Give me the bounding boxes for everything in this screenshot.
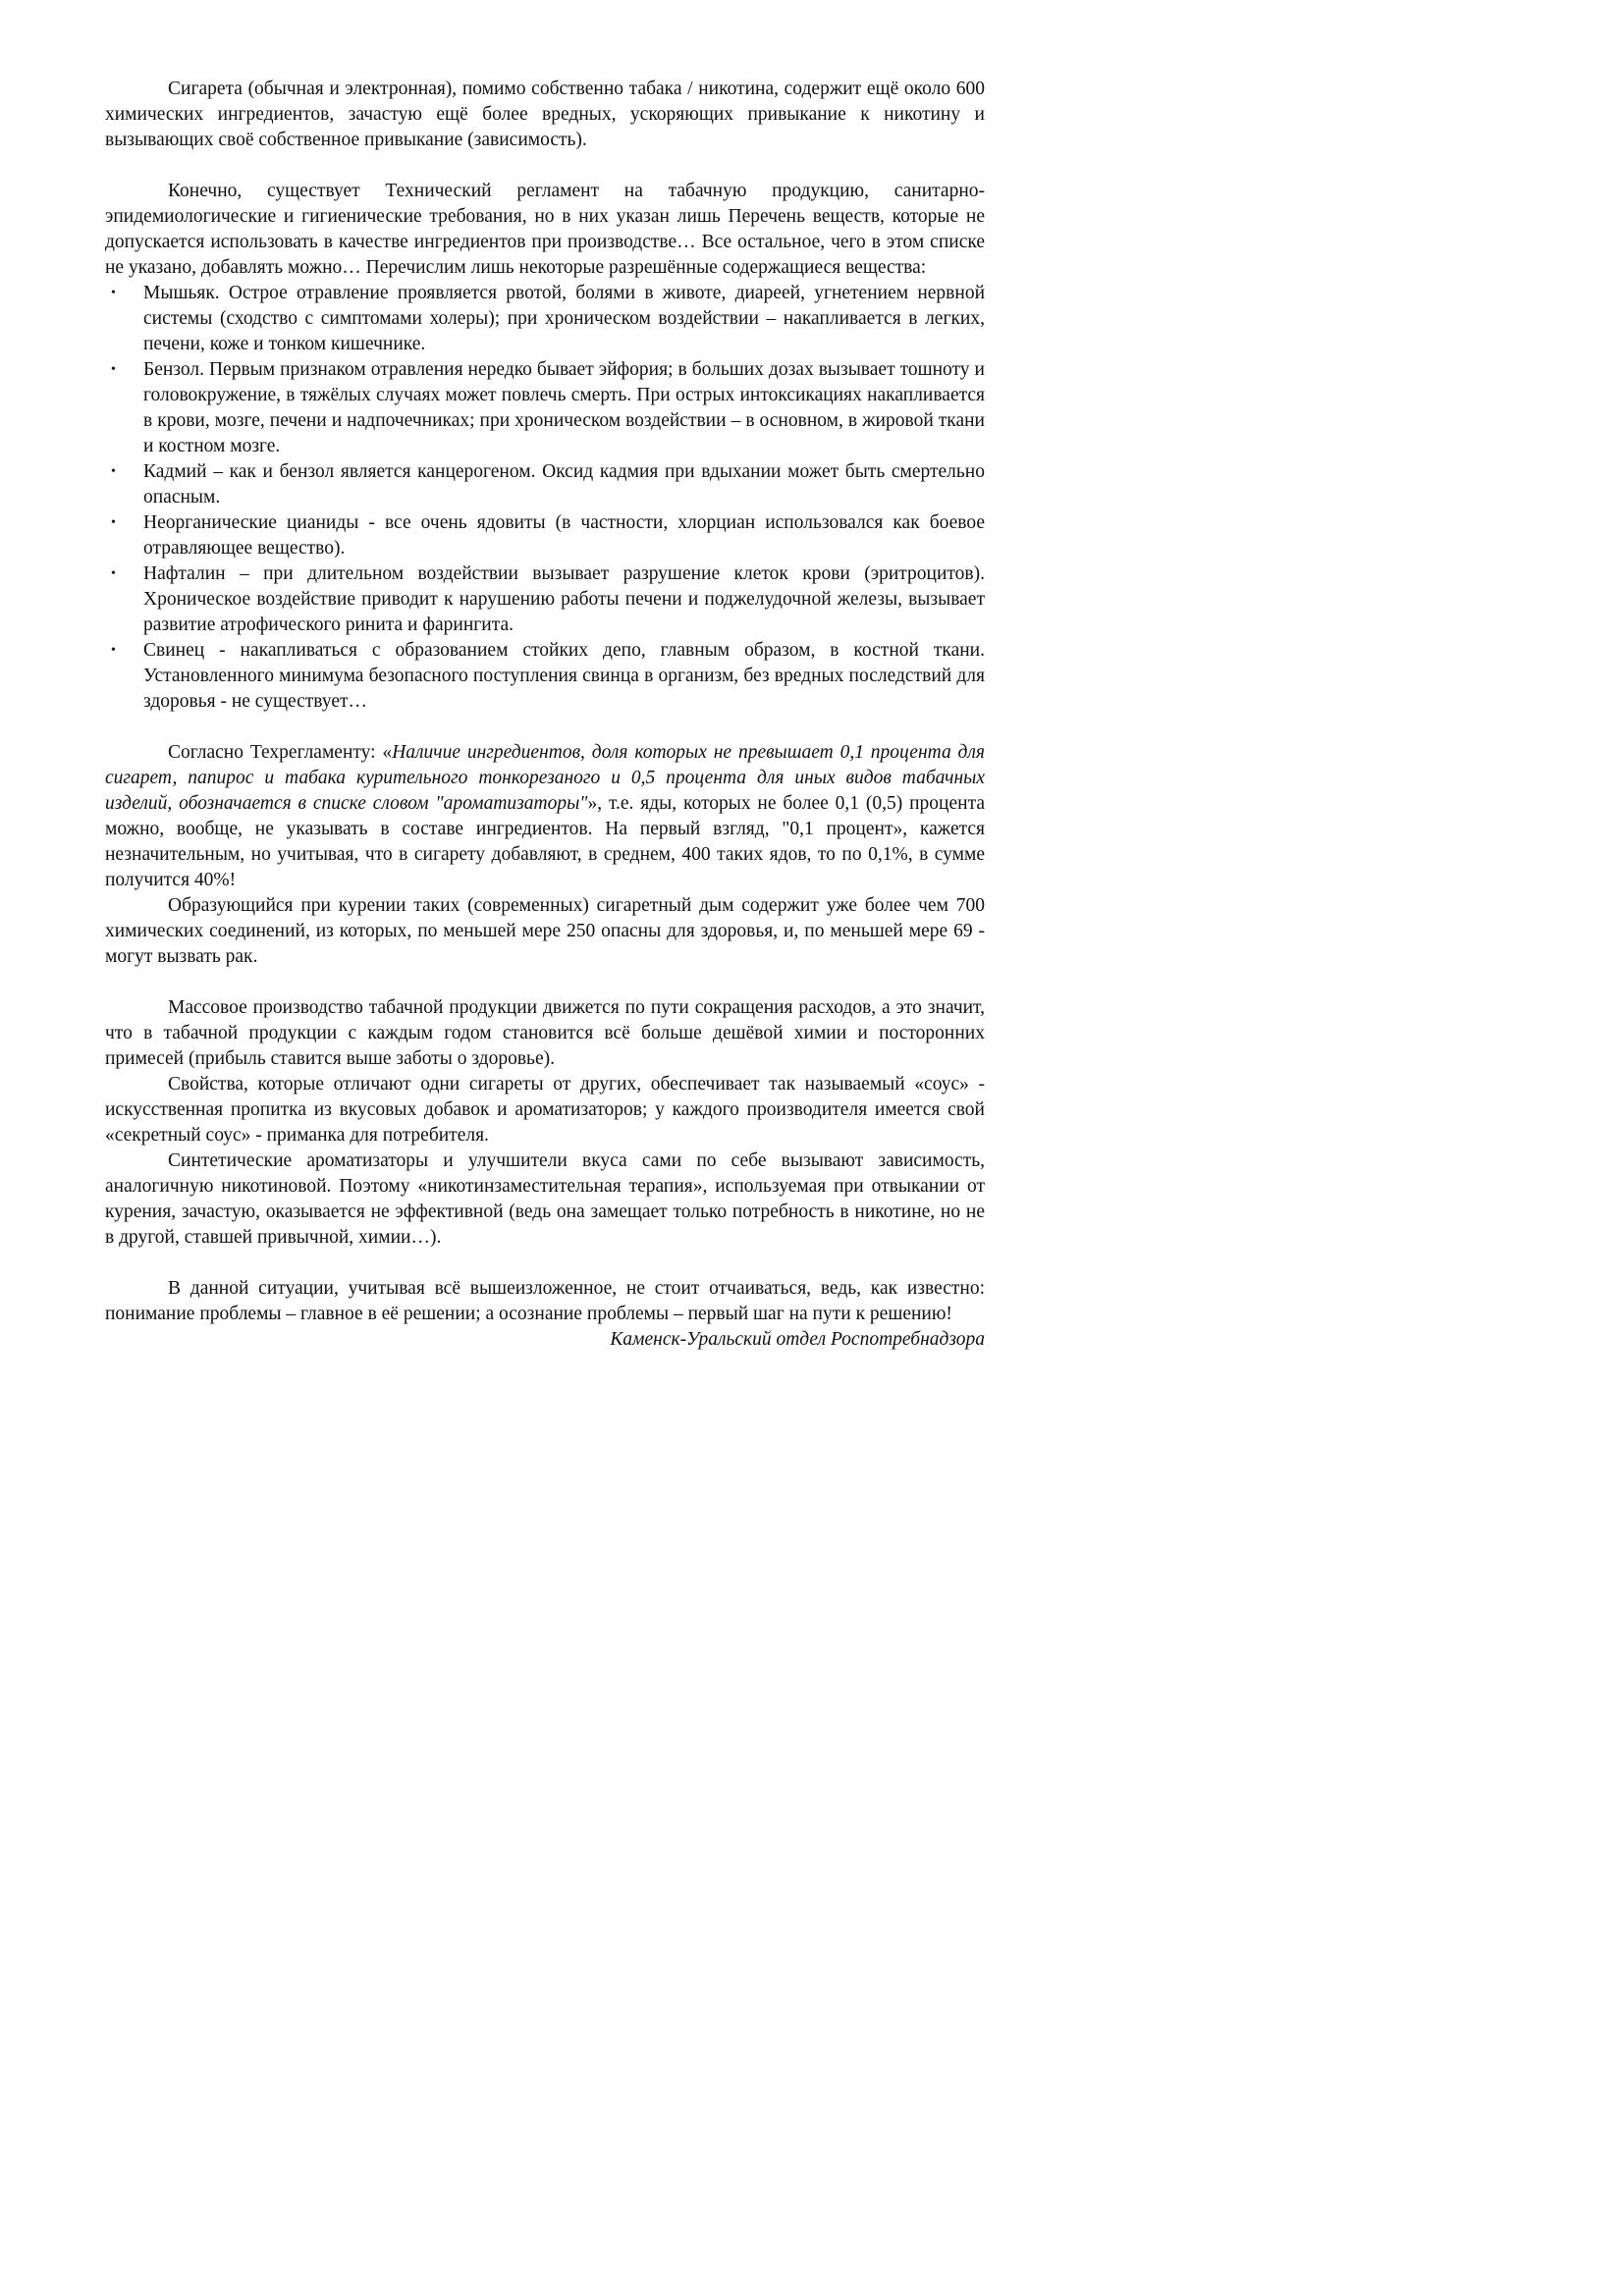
list-item (105, 281, 985, 357)
bullet-icon: • (111, 566, 116, 581)
list-item-text: Бензол. Первым признаком отравления нередко бывает эйфория; в больших дозах вызывает тошноту и головокружение, в тяжёлых случаях может повлечь смерть. При острых интоксикациях накапливается в крови, мозге, печени и надпочечниках; при хроническом воздействии – в основном, в жировой ткани и костном мозге. (143, 359, 985, 456)
quote-tail: », т.е. яды, которых не более 0,1 (0,5) процента можно, вообще, не указывать в составе ингредиентов. На первый взгляд, "0,1 процент», кажется незначительным, но учитывая, что в сигарету добавляют, в среднем, 400 таких ядов, то по 0,1%, в сумме получится 40%! (105, 793, 985, 890)
paragraph-intro: Сигарета (обычная и электронная), помимо собственно табака / никотина, содержит ещё около 600 химических ингредиентов, зачастую ещё более вредных, ускоряющих привыкание к никотину и вызывающих своё собственное привыкание (зависимость). (105, 79, 985, 150)
paragraph-regulation: Конечно, существует Технический регламент на табачную продукцию, санитарно-эпидемиологические и гигиенические требования, но в них указан лишь Перечень веществ, которые не допускается использовать в качестве ингредиентов при производстве… Все остальное, чего в этом списке не указано, добавлять можно… Перечислим лишь некоторые разрешённые содержащиеся вещества: (105, 181, 985, 278)
list-item (105, 638, 985, 715)
paragraph-sauce: Свойства, которые отличают одни сигареты от других, обеспечивает так называемый «соус» - искусственная пропитка из вкусовых добавок и ароматизаторов; у каждого производителя имеется свой «секретный соус» - приманка для потребителя. (105, 1074, 985, 1146)
list-item (105, 561, 985, 638)
quote-lead: Согласно Техрегламенту: « (168, 742, 393, 763)
bullet-icon: • (111, 286, 116, 300)
paragraph-flavors: Синтетические ароматизаторы и улучшители вкуса сами по себе вызывают зависимость, аналогичную никотиновой. Поэтому «никотинзаместительная терапия», используемая при отвыкании от курения, зачастую, оказывается не эффективной (ведь она замещает только потребность в никотине, но не в другой, ставшей привычной, химии…). (105, 1150, 985, 1248)
list-item (105, 357, 985, 459)
list-item-text: Свинец - накапливаться с образованием стойких депо, главным образом, в костной ткани. Установленного минимума безопасного поступления свинца в организм, без вредных последствий для здоровья - не существует… (143, 640, 985, 712)
bullet-icon: • (111, 515, 116, 530)
list-item (105, 510, 985, 561)
list-item-text: Мышьяк. Острое отравление проявляется рвотой, болями в животе, диареей, угнетением нервной системы (сходство с симптомами холеры); при хроническом воздействии – накапливается в легких, печени, коже и тонком кишечнике. (143, 283, 985, 354)
paragraph-quote (105, 740, 985, 893)
bullet-icon: • (111, 464, 116, 479)
list-item-text: Неорганические цианиды - все очень ядовиты (в частности, хлорциан использовался как боевое отравляющее вещество). (143, 512, 985, 559)
list-item (105, 459, 985, 510)
spacer (105, 970, 985, 995)
list-item-text: Нафталин – при длительном воздействии вызывает разрушение клеток крови (эритроцитов). Хроническое воздействие приводит к нарушению работы печени и поджелудочной железы, вызывает развитие атрофического ринита и фарингита. (143, 563, 985, 635)
paragraph-smoke: Образующийся при курении таких (современных) сигаретный дым содержит уже более чем 700 химических соединений, из которых, по меньшей мере 250 опасны для здоровья, и, по меньшей мере 69 - могут вызвать рак. (105, 895, 985, 967)
bullet-icon: • (111, 643, 116, 658)
document-page (105, 77, 985, 1353)
spacer (105, 153, 985, 179)
quote-text: Наличие ингредиентов, доля которых не превышает 0,1 процента для сигарет, папирос и табака курительного тонкорезаного и 0,5 процента для иных видов табачных изделий, обозначается в списке словом "ароматизаторы" (105, 742, 985, 814)
list-item-text: Кадмий – как и бензол является канцерогеном. Оксид кадмия при вдыхании может быть смертельно опасным. (143, 461, 985, 507)
paragraph-production: Массовое производство табачной продукции движется по пути сокращения расходов, а это значит, что в табачной продукции с каждым годом становится всё больше дешёвой химии и посторонних примесей (прибыль ставится выше заботы о здоровье). (105, 997, 985, 1069)
spacer (105, 1251, 985, 1276)
signature: Каменск-Уральский отдел Роспотребнадзора (610, 1329, 985, 1350)
bullet-icon: • (111, 362, 116, 377)
substances-list (105, 281, 985, 715)
spacer (105, 715, 985, 740)
paragraph-conclusion: В данной ситуации, учитывая всё вышеизложенное, не стоит отчаиваться, ведь, как известно: понимание проблемы – главное в её решении; а осознание проблемы – первый шаг на пути к решению! (105, 1278, 985, 1324)
